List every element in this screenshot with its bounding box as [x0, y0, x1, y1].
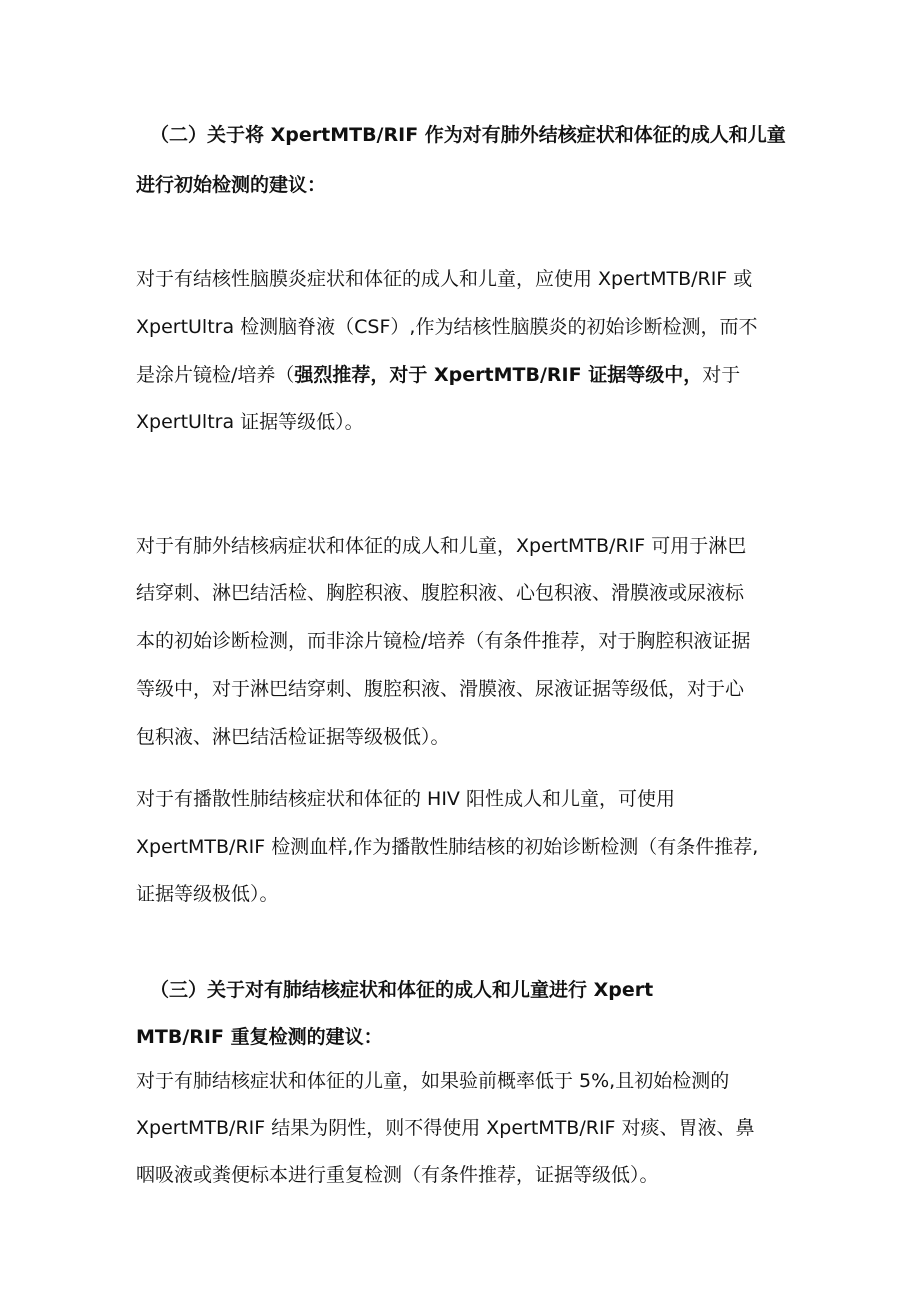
extrapulmonary-paragraph-line5: 包积液、淋巴结活检证据等级极低）。 — [136, 726, 450, 748]
meningitis-paragraph-line1: 对于有结核性脑膜炎症状和体征的成人和儿童，应使用 XpertMTB/RIF 或 — [136, 268, 753, 290]
meningitis-strong-recommendation: 强烈推荐，对于 XpertMTB/RIF 证据等级中， — [294, 364, 703, 386]
meningitis-text-b: 对于 — [702, 364, 741, 386]
disseminated-paragraph-line3: 证据等级极低）。 — [136, 883, 279, 905]
repeat-paragraph-line2: XpertMTB/RIF 结果为阴性，则不得使用 XpertMTB/RIF 对痰、胃液、鼻 — [136, 1117, 755, 1139]
repeat-paragraph-line1: 对于有肺结核症状和体征的儿童，如果验前概率低于 5%,且初始检测的 — [136, 1070, 730, 1092]
disseminated-paragraph-line2: XpertMTB/RIF 检测血样,作为播散性肺结核的初始诊断检测（有条件推荐, — [136, 836, 759, 858]
meningitis-paragraph-line2: XpertUltra 检测脑脊液（CSF）,作为结核性脑膜炎的初始诊断检测，而不 — [136, 316, 758, 338]
extrapulmonary-paragraph-line1: 对于有肺外结核病症状和体征的成人和儿童，XpertMTB/RIF 可用于淋巴 — [136, 535, 747, 557]
meningitis-paragraph-line3 — [136, 362, 796, 388]
section2-heading-line1: （二）关于将 XpertMTB/RIF 作为对有肺外结核症状和体征的成人和儿童 — [150, 124, 786, 146]
meningitis-text-a: 是涂片镜检/培养（ — [136, 364, 295, 386]
meningitis-paragraph-line4: XpertUltra 证据等级低）。 — [136, 411, 364, 433]
section2-heading-line2: 进行初始检测的建议： — [136, 174, 327, 196]
extrapulmonary-paragraph-line2: 结穿刺、淋巴结活检、胸腔积液、腹腔积液、心包积液、滑膜液或尿液标 — [136, 582, 745, 604]
section3-heading-line1: （三）关于对有肺结核症状和体征的成人和儿童进行 Xpert — [150, 979, 654, 1001]
extrapulmonary-paragraph-line4: 等级中，对于淋巴结穿刺、腹腔积液、滑膜液、尿液证据等级低，对于心 — [136, 678, 745, 700]
section3-heading-line2: MTB/RIF 重复检测的建议： — [136, 1026, 383, 1048]
extrapulmonary-paragraph-line3: 本的初始诊断检测，而非涂片镜检/培养（有条件推荐，对于胸腔积液证据 — [136, 630, 751, 652]
repeat-paragraph-line3: 咽吸液或粪便标本进行重复检测（有条件推荐，证据等级低）。 — [136, 1164, 659, 1186]
disseminated-paragraph-line1: 对于有播散性肺结核症状和体征的 HIV 阳性成人和儿童，可使用 — [136, 788, 675, 810]
